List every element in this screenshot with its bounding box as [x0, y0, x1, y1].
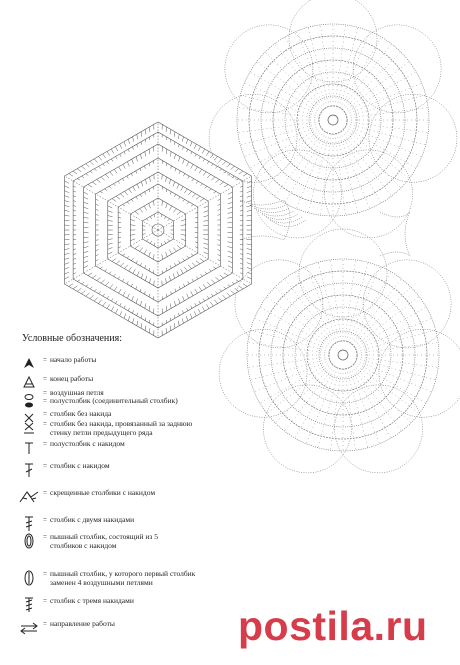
legend-item-label: пышный столбик, состоящий из 5 столбиков с накидом	[50, 532, 159, 550]
legend-equals: =	[42, 532, 48, 541]
watermark-logo: postila.ru	[238, 603, 428, 649]
legend-item-label: столбик с двумя накидами	[50, 515, 135, 524]
legend-item-label: начало работы	[50, 355, 97, 364]
legend-item-puff-start	[18, 570, 258, 587]
legend-item-label: пышный столбик, у которого первый столбик заменен 4 воздушными петлями	[50, 569, 196, 587]
legend-item-label: столбик с тремя накидами	[50, 596, 134, 605]
legend-equals: =	[42, 461, 48, 470]
legend-item-end	[18, 375, 258, 389]
legend-item-label: воздушная петля	[50, 388, 104, 397]
legend-item-label: направление работы	[50, 619, 115, 628]
legend-item-tr	[18, 516, 258, 530]
legend-item-dc-cluster	[18, 489, 258, 503]
legend-item-sc-back	[18, 420, 258, 437]
legend-equals: =	[42, 396, 48, 405]
outline-triangle-icon	[18, 375, 40, 389]
legend-item-label: столбик без накида, провязанный за заднюю стенку петли предыдущего ряда	[50, 419, 193, 437]
legend-equals: =	[42, 515, 48, 524]
direction-arrows-icon	[18, 620, 40, 634]
legend-item-label: полустолбик (соединительный столбик)	[50, 396, 178, 405]
legend-equals: =	[42, 409, 48, 418]
legend-item-label: столбик с накидом	[50, 461, 110, 470]
legend-item-hdc	[18, 440, 258, 454]
legend-equals: =	[42, 388, 48, 397]
filled-triangle-icon	[18, 356, 40, 370]
cross-underlined-icon	[18, 420, 40, 434]
dc-stitch-icon	[18, 462, 40, 476]
legend-item-direction	[18, 620, 258, 634]
puff-oval-icon	[18, 533, 40, 547]
legend-equals: =	[42, 439, 48, 448]
legend-item-label: столбик без накида	[50, 409, 112, 418]
crossed-dc-icon	[18, 489, 40, 503]
legend-item-label: полустолбик с накидом	[50, 439, 125, 448]
legend-equals: =	[42, 596, 48, 605]
legend-item-label: конец работы	[50, 374, 94, 383]
legend-equals: =	[42, 374, 48, 383]
hexagon-motif	[64, 122, 251, 338]
legend-item-dc	[18, 462, 258, 476]
legend-equals: =	[42, 355, 48, 364]
legend-equals: =	[42, 619, 48, 628]
legend-item-puff5	[18, 533, 258, 550]
legend-title: Условные обозначения:	[22, 333, 123, 344]
legend-equals: =	[42, 569, 48, 578]
t-stitch-icon	[18, 440, 40, 454]
legend-equals: =	[42, 488, 48, 497]
tr-stitch-icon	[18, 516, 40, 530]
legend-item-dtr	[18, 597, 258, 611]
dtr-stitch-icon	[18, 597, 40, 611]
round-flower-motif-top	[209, 0, 457, 238]
legend-item-label: скрещенные столбики с накидом	[50, 488, 156, 497]
puff-start-icon	[18, 570, 40, 584]
filled-dot-icon	[18, 397, 40, 411]
legend-item-start	[18, 356, 258, 370]
legend-equals: =	[42, 419, 48, 428]
